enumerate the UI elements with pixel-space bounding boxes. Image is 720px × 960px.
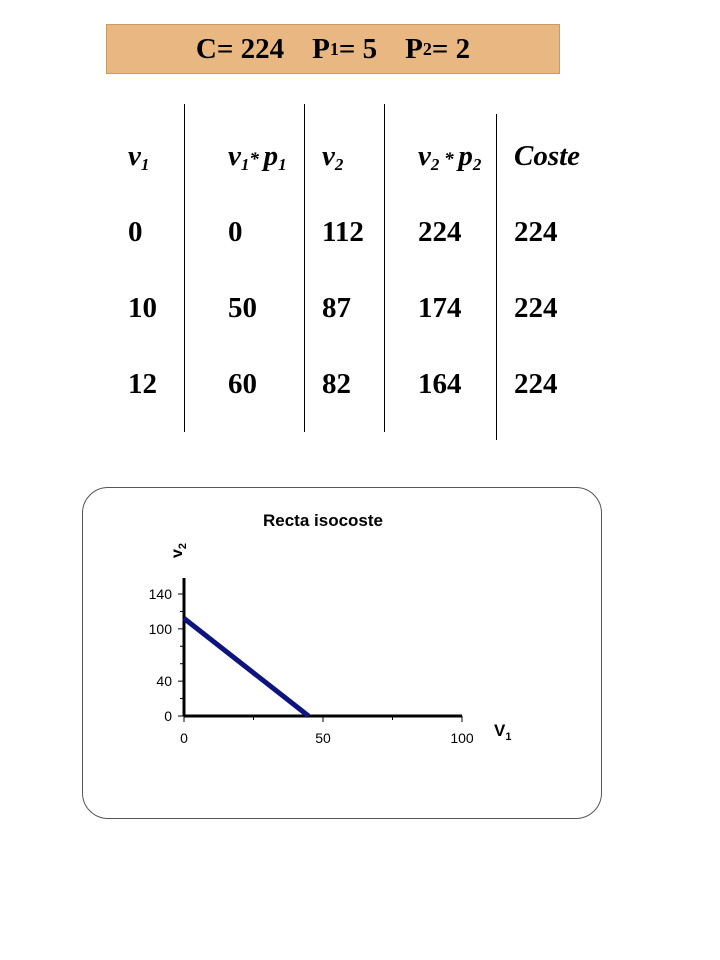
table-header-4-sub2: 2 xyxy=(472,155,482,174)
table-header-1-main: v xyxy=(128,140,141,172)
y-tick-label-100: 100 xyxy=(148,620,172,637)
chart-title: Recta isocoste xyxy=(263,511,383,530)
column-divider-2 xyxy=(304,104,305,432)
table-cell-r1-c2: 0 xyxy=(228,216,243,248)
table-cell-r2-c4: 174 xyxy=(418,292,462,324)
table-cell-r2-c1: 10 xyxy=(128,292,157,324)
table-cell-r2-c3: 87 xyxy=(322,292,351,324)
isocost-line-1 xyxy=(184,618,309,716)
table-header-1-sub: 1 xyxy=(140,155,150,174)
y-tick-label-0: 0 xyxy=(164,708,172,724)
column-divider-1 xyxy=(184,104,185,432)
table-header-2-main: v xyxy=(228,140,241,172)
isocost-chart xyxy=(83,488,601,818)
table-header-1 xyxy=(128,140,149,181)
table-cell-r3-c1: 12 xyxy=(128,368,157,400)
table-cell-r1-c4: 224 xyxy=(418,216,462,248)
table-header-4 xyxy=(418,140,481,181)
table-header-3-sub: 2 xyxy=(334,155,344,174)
p2-label: P xyxy=(405,32,423,65)
table-header-2-main2: p xyxy=(263,140,279,172)
p1-subscript: 1 xyxy=(329,38,339,59)
table-header-4-main2: p xyxy=(458,140,473,172)
p1-value: = 5 xyxy=(338,32,378,65)
column-divider-4 xyxy=(496,114,497,440)
x-tick-label-100: 100 xyxy=(450,730,474,746)
table-header-4-sub: 2 xyxy=(430,155,440,174)
y-tick-label-140: 140 xyxy=(148,586,172,602)
y-axis-label xyxy=(169,543,189,558)
table-cell-r1-c1: 0 xyxy=(128,216,143,248)
y-axis-label-sub: 2 xyxy=(177,542,189,550)
x-axis-label-sub: 1 xyxy=(505,731,512,743)
table-cell-r2-c5: 224 xyxy=(514,292,558,324)
table-header-3 xyxy=(322,140,343,181)
x-axis-label xyxy=(494,721,511,743)
table-cell-r3-c5: 224 xyxy=(514,368,558,400)
p2-subscript: 2 xyxy=(422,38,432,59)
x-tick-label-50: 50 xyxy=(315,730,331,746)
p2-value: = 2 xyxy=(431,32,471,65)
table-header-4-mul: * xyxy=(439,149,459,170)
x-axis-label-main: V xyxy=(494,721,506,740)
column-divider-3 xyxy=(384,104,385,432)
table-cell-r3-c3: 82 xyxy=(322,368,351,400)
y-tick-label-40: 40 xyxy=(156,673,172,690)
p1-label: P xyxy=(312,32,330,65)
table-cell-r3-c2: 60 xyxy=(228,368,257,400)
chart-frame xyxy=(82,487,602,819)
table-header-5 xyxy=(514,140,580,172)
table-header-5-main: Coste xyxy=(514,140,581,172)
table-cell-r1-c3: 112 xyxy=(322,216,364,248)
table-cell-r2-c2: 50 xyxy=(228,292,257,324)
table-cell-r1-c5: 224 xyxy=(514,216,558,248)
table-header-2 xyxy=(228,140,287,181)
table-header-2-sub: 1 xyxy=(240,155,250,174)
y-axis-label-main: v xyxy=(169,549,186,558)
cost-label: C= 224 xyxy=(195,32,285,65)
cost-price-banner xyxy=(106,24,560,74)
x-tick-label-0: 0 xyxy=(180,730,188,746)
table-header-2-mul: * xyxy=(249,149,264,170)
table-header-4-main: v xyxy=(418,140,431,172)
table-header-2-sub2: 1 xyxy=(278,155,287,174)
table-cell-r3-c4: 164 xyxy=(418,368,462,400)
table-header-3-main: v xyxy=(322,140,335,172)
